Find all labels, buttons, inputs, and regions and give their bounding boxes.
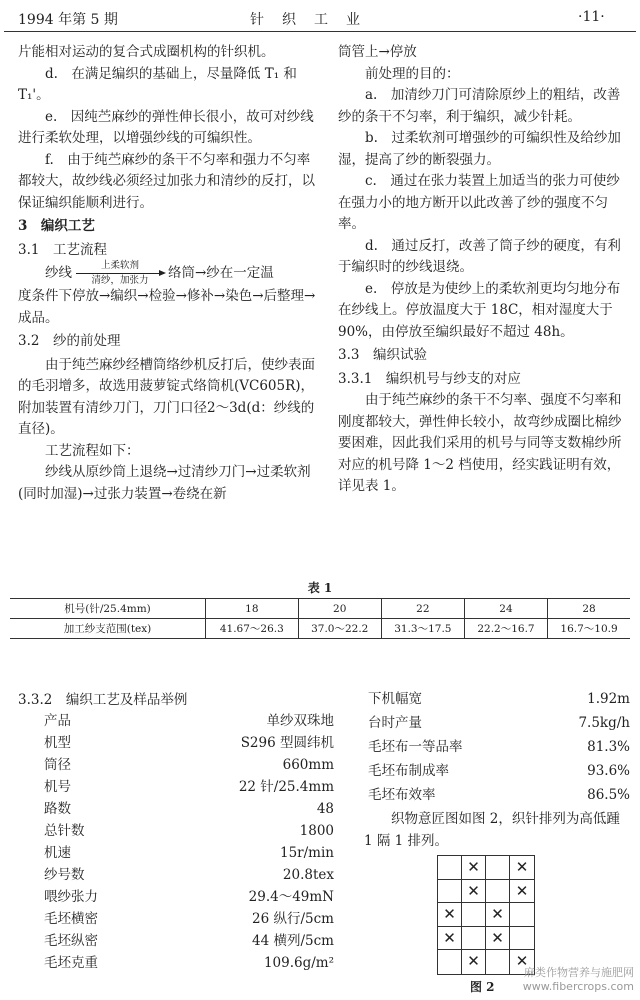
table-cell: 22 <box>381 599 464 619</box>
spec-key: 毛坯布制成率 <box>368 763 449 779</box>
item-e: e. 停放是为使纱上的柔软剂更均匀地分布在纱线上。停放温度大于 18C，相对湿度大于 90%，由停放至编织最好不超过 48h。 <box>338 280 621 340</box>
spec-row <box>368 688 630 710</box>
figure-2-caption: 图 2 <box>470 980 495 994</box>
watermark-url: www.fibercrops.com <box>522 980 634 993</box>
header-rule <box>4 31 636 32</box>
table-cell: 18 <box>206 599 299 619</box>
spec-value: 7.5kg/h <box>578 715 630 731</box>
spec-value: 26 纵行/5cm <box>252 911 334 927</box>
grid-cell-empty <box>510 903 534 927</box>
arrow-icon <box>76 273 164 274</box>
spec-row <box>44 908 334 930</box>
spec-row <box>44 842 334 864</box>
item-c: c. 通过在张力装置上加适当的张力可使纱在强力小的地方断开以此改善了纱的强度不匀率。 <box>338 173 620 232</box>
table-row <box>10 599 630 619</box>
right-column <box>338 42 630 498</box>
spec-row <box>44 952 334 974</box>
table-cell: 22.2～16.7 <box>464 619 547 639</box>
spec-row <box>368 736 630 758</box>
table-cell: 28 <box>548 599 630 619</box>
grid-cell-x-mark: ✕ <box>438 927 462 951</box>
spec-value: 1800 <box>299 823 334 839</box>
purpose-heading: 前处理的目的： <box>365 65 460 82</box>
table-cell: 20 <box>298 599 381 619</box>
grid-cell-x-mark: ✕ <box>462 856 486 880</box>
grid-cell-empty <box>486 950 510 974</box>
spec-row <box>44 798 334 820</box>
table-cell: 24 <box>464 599 547 619</box>
item-d: d. 在满足编织的基础上，尽量降低 T₁ 和 T₁'。 <box>18 65 297 103</box>
spec-value: 29.4～49mN <box>248 889 334 905</box>
flow-end: 络筒→纱在一定温 <box>168 264 274 281</box>
figure-intro-text: 织物意匠图如图 2，织针排列为高低踵 1 隔 1 排列。 <box>364 811 620 849</box>
grid-cell-x-mark: ✕ <box>486 927 510 951</box>
table-1 <box>10 598 630 639</box>
section-3-1-heading: 3.1 工艺流程 <box>18 241 107 258</box>
table-cell: 37.0～22.2 <box>298 619 381 639</box>
spec-key: 毛坯布效率 <box>368 787 436 803</box>
section-3-3-2-heading: 3.3.2 编织工艺及样品举例 <box>18 692 188 708</box>
spec-key: 毛坯横密 <box>44 911 98 927</box>
spec-key: 台时产量 <box>368 715 422 731</box>
watermark <box>523 966 634 994</box>
spec-key: 机速 <box>44 845 71 861</box>
grid-cell-empty <box>486 856 510 880</box>
spec-key: 产品 <box>44 713 71 729</box>
spec-row <box>368 760 630 782</box>
issue-label: 1994 年第 5 期 <box>18 12 118 28</box>
spec-value: 1.92m <box>587 691 630 707</box>
spec-key: 筒径 <box>44 757 71 773</box>
item-d: d. 通过反打，改善了筒子纱的硬度，有利于编织时的纱线退绕。 <box>338 237 621 275</box>
spec-value: 48 <box>316 801 334 817</box>
grid-cell-x-mark: ✕ <box>515 952 529 971</box>
grid-cell-x-mark: ✕ <box>510 880 534 904</box>
grid-cell-x-mark: ✕ <box>438 903 462 927</box>
section-3-3-heading: 3.3 编织试验 <box>338 347 427 363</box>
left-column <box>18 42 316 505</box>
spec-key: 毛坯布一等品率 <box>368 739 463 755</box>
spec-row <box>368 712 630 734</box>
grid-cell-x-mark: ✕ <box>510 856 534 880</box>
flow2-title: 工艺流程如下： <box>45 442 140 459</box>
process-flow <box>18 261 316 286</box>
spec-row <box>44 930 334 952</box>
flow-arrow <box>76 261 164 286</box>
figure-2-grid <box>437 855 535 975</box>
grid-cell-empty <box>438 880 462 904</box>
spec-key: 下机幅宽 <box>368 691 422 707</box>
pretreatment-text: 由于纯苎麻纱经槽筒络纱机反打后，使纱表面的毛羽增多，故选用菠萝锭式络筒机(VC605R)，附加装置有清纱刀门，刀门口径2～3d(d：纱线的直径)。 <box>18 356 315 437</box>
watermark-line: 麻类作物营养与施肥网 <box>524 966 634 979</box>
table-row-label: 加工纱支范围(tex) <box>10 619 206 639</box>
journal-title: 针 织 工 业 <box>250 12 362 28</box>
grid-cell-x-mark: ✕ <box>462 880 486 904</box>
spec-value: 86.5% <box>587 787 630 803</box>
grid-cell-empty <box>486 880 510 904</box>
item-b: b. 过柔软剂可增强纱的可编织性及给纱加湿，提高了纱的断裂强力。 <box>338 130 621 168</box>
spec-row <box>44 732 334 754</box>
section-3-heading: 3 编织工艺 <box>18 218 95 234</box>
spec-key: 纱号数 <box>44 867 85 883</box>
table-1-caption: 表 1 <box>307 581 333 595</box>
table-cell: 16.7～10.9 <box>548 619 630 639</box>
table-row-label: 机号(针/25.4mm) <box>10 599 206 619</box>
spec-key: 毛坯纵密 <box>44 933 98 949</box>
spec-key: 路数 <box>44 801 71 817</box>
spec-row <box>368 784 630 806</box>
paragraph: 筒管上→停放 <box>338 44 417 60</box>
spec-key: 喂纱张力 <box>44 889 98 905</box>
grid-cell-x-mark: ✕ <box>486 903 510 927</box>
spec-value: 22 针/25.4mm <box>238 779 334 795</box>
spec-value: 660mm <box>282 757 334 773</box>
spec-row <box>44 864 334 886</box>
table-row <box>10 619 630 639</box>
table-cell: 41.67～26.3 <box>206 619 299 639</box>
spec-row <box>44 710 334 732</box>
page-number: ·11· <box>578 9 605 25</box>
spec-value: 44 横列/5cm <box>252 933 334 949</box>
page-header <box>0 0 640 34</box>
spec-value: 15r/min <box>280 845 334 861</box>
spec-row <box>44 886 334 908</box>
spec-row <box>44 776 334 798</box>
flow-arrow-bottom-label: 清纱，加张力 <box>91 275 149 286</box>
spec-row <box>44 820 334 842</box>
section-3-2-heading: 3.2 纱的前处理 <box>18 333 121 349</box>
item-a: a. 加清纱刀门可清除原纱上的粗结，改善纱的条干不匀率，利于编织，减少针耗。 <box>338 87 621 125</box>
flow-arrow-top-label: 上柔软剂 <box>100 260 139 271</box>
spec-value: 20.8tex <box>282 867 334 883</box>
flow2-text: 纱线从原纱筒上退绕→过清纱刀门→过柔软剂(同时加湿)→过张力装置→卷绕在新 <box>18 464 311 502</box>
grid-cell-empty <box>438 856 462 880</box>
spec-key: 毛坯克重 <box>44 955 98 971</box>
section-3-3-1-heading: 3.3.1 编织机号与纱支的对应 <box>338 370 521 387</box>
table-cell: 31.3～17.5 <box>381 619 464 639</box>
spec-key: 机型 <box>44 735 71 751</box>
flow-continued: 度条件下停放→编织→检验→修补→染色→后整理→成品。 <box>18 288 316 326</box>
grid-cell-empty <box>462 927 486 951</box>
grid-cell-empty <box>462 903 486 927</box>
flow-start: 纱线 <box>45 264 72 281</box>
spec-key: 机号 <box>44 779 71 795</box>
spec-key: 总针数 <box>44 823 85 839</box>
spec-value: 81.3% <box>587 739 630 755</box>
grid-cell-x-mark: ✕ <box>462 950 486 974</box>
paragraph: 片能相对运动的复合式成圈机构的针织机。 <box>18 44 275 60</box>
spec-value: 93.6% <box>587 763 630 779</box>
spec-row <box>44 754 334 776</box>
section-3-3-1-text: 由于纯苎麻纱的条干不匀率、强度不匀率和刚度都较大，弹性伸长较小，故弯纱成圈比棉纱要困难，因此我们采用的机号与同等支数棉纱所对应的机号降 1～2 档使用，经实践证明有效，详见表 1。 <box>338 392 622 494</box>
item-f: f. 由于纯苎麻纱的条干不匀率和强力不匀率都较大，故纱线必须经过加张力和清纱的反打，以保证编织能顺利进行。 <box>18 151 315 211</box>
spec-value: S296 型圆纬机 <box>240 735 334 751</box>
item-e: e. 因纯苎麻纱的弹性伸长很小，故可对纱线进行柔软处理，以增强纱线的可编织性。 <box>18 108 314 146</box>
spec-value: 单纱双珠地 <box>266 713 334 729</box>
grid-cell-empty <box>510 927 534 951</box>
grid-cell-empty <box>438 950 462 974</box>
spec-value: 109.6g/m² <box>263 955 334 971</box>
